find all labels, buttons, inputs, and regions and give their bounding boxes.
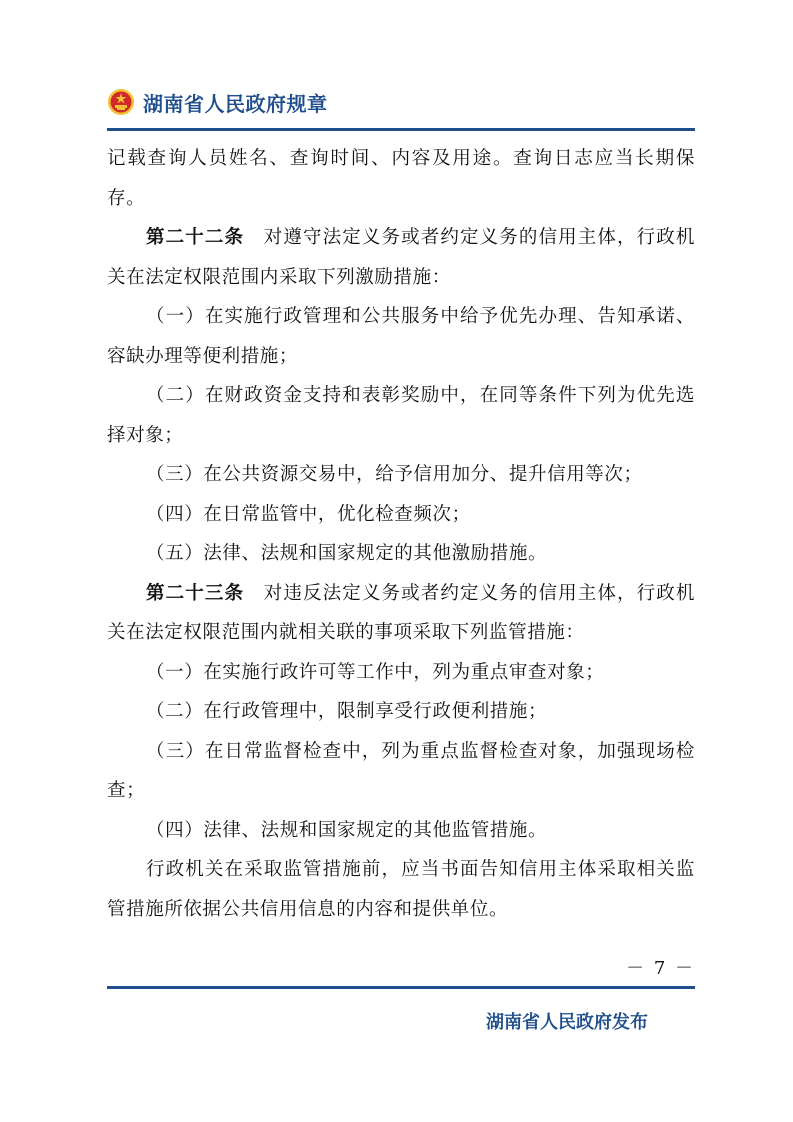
article-22-text: 对遵守法定义务或者约定义务的信用主体，行政机关在法定权限范围内采取下列激励措施： (107, 227, 695, 288)
closing-paragraph: 行政机关在采取监管措施前，应当书面告知信用主体采取相关监管措施所依据公共信用信息的内容和提供单位。 (107, 859, 695, 920)
article-23-item: （二）在行政管理中，限制享受行政便利措施； (146, 701, 548, 722)
article-23-text: 对违反法定义务或者约定义务的信用主体，行政机关在法定权限范围内就相关联的事项采取下列监管措施： (107, 582, 695, 643)
article-23-item: （四）法律、法规和国家规定的其他监管措施。 (146, 819, 548, 841)
article-22-item: （一）在实施行政管理和公共服务中给予优先办理、告知承诺、容缺办理等便利措施； (107, 306, 695, 367)
document-body (107, 139, 695, 929)
article-22-heading: 第二十二条 (146, 227, 245, 248)
page-number: － 7 － (626, 958, 695, 979)
article-22 (107, 218, 695, 297)
header-divider (107, 128, 695, 131)
header-title: 湖南省人民政府规章 (143, 91, 328, 116)
document-header (107, 84, 328, 120)
article-23-heading: 第二十三条 (146, 582, 245, 604)
footer-divider (107, 986, 695, 989)
footer-publisher: 湖南省人民政府发布 (486, 1012, 648, 1033)
article-23 (107, 574, 695, 653)
article-22-item: （五）法律、法规和国家规定的其他激励措施。 (146, 543, 548, 564)
article-23-item: （三）在日常监督检查中，列为重点监督检查对象，加强现场检查； (107, 740, 695, 801)
article-22-item: （四）在日常监管中，优化检查频次； (146, 503, 471, 525)
paragraph-continued: 记载查询人员姓名、查询时间、内容及用途。查询日志应当长期保存。 (107, 148, 695, 209)
article-22-item: （二）在财政资金支持和表彰奖励中，在同等条件下列为优先选择对象； (107, 385, 695, 446)
national-emblem-icon (107, 88, 135, 116)
article-23-item: （一）在实施行政许可等工作中，列为重点审查对象； (146, 661, 605, 683)
article-22-item: （三）在公共资源交易中，给予信用加分、提升信用等次； (146, 464, 643, 485)
